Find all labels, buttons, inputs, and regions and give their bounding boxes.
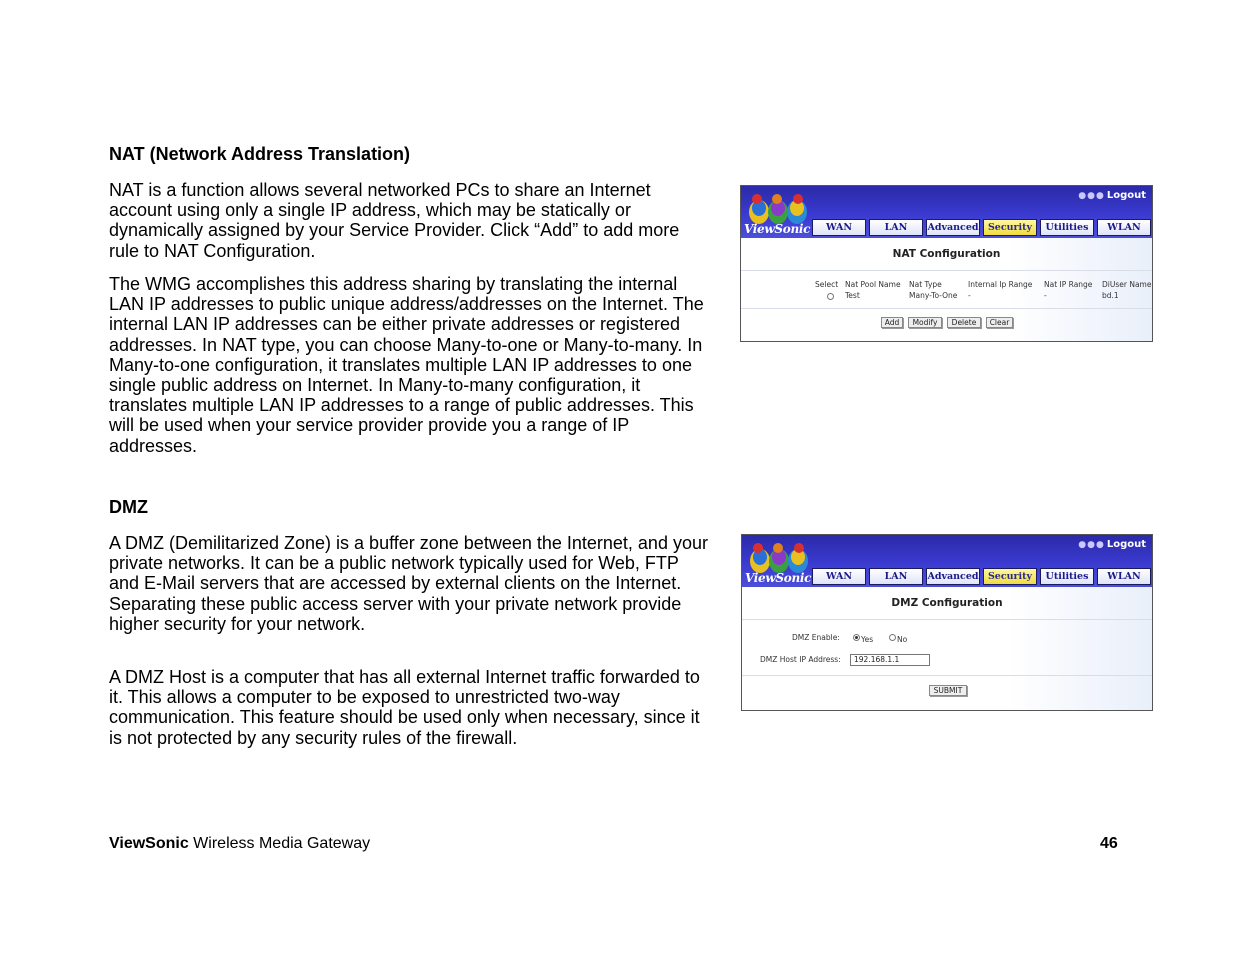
submit-button[interactable]: SUBMIT [929, 685, 967, 696]
dmz-heading: DMZ [109, 497, 148, 517]
page-number: 46 [1100, 835, 1118, 852]
dmz-content [742, 587, 1152, 710]
dmz-no-label: No [897, 635, 908, 644]
dmz-paragraph-2: A DMZ Host is a computer that has all external Internet traffic forwarded to it. This allows a computer to be exposed to unrestricted two-way communication. This feature should be used only when necessary, since it is not protected by any security rules of the firewall. [109, 667, 700, 748]
tab-advanced[interactable]: Advanced [926, 568, 980, 585]
banner [742, 535, 1152, 587]
col-nat-type: Nat Type [909, 280, 942, 289]
tab-advanced[interactable]: Advanced [926, 219, 980, 236]
tab-lan[interactable]: LAN [869, 219, 923, 236]
col-select: Select [815, 280, 839, 289]
dmz-paragraph-1: A DMZ (Demilitarized Zone) is a buffer zone between the Internet, and your private networks. It can be a public network typically used for Web, FTP and E-Mail servers that are accessed by external clients on the Internet. Separating these public access server with your private network provide higher security for your network. [109, 533, 708, 634]
dmz-yes-label: Yes [861, 635, 874, 644]
nat-content [741, 238, 1152, 341]
logout-label: Logout [1106, 190, 1146, 201]
divider [742, 619, 1152, 620]
logout-dots-icon: ●●● [1078, 540, 1105, 550]
nav-tabs [812, 568, 1151, 585]
col-internal-ip-range: Internal Ip Range [968, 280, 1033, 289]
tab-utilities[interactable]: Utilities [1040, 568, 1094, 585]
dmz-config-title: DMZ Configuration [891, 597, 1003, 609]
logout-dots-icon: ●●● [1078, 191, 1105, 201]
tab-lan[interactable]: LAN [869, 568, 923, 585]
dmz-yes-radio[interactable] [853, 634, 860, 641]
divider [741, 270, 1152, 271]
tab-security[interactable]: Security [983, 219, 1037, 236]
tab-wan[interactable]: WAN [812, 219, 866, 236]
logout-label: Logout [1106, 539, 1146, 550]
viewsonic-birds-logo-icon [746, 537, 812, 575]
dmz-host-label: DMZ Host IP Address: [760, 655, 841, 664]
tab-wan[interactable]: WAN [812, 568, 866, 585]
nat-heading: NAT (Network Address Translation) [109, 144, 411, 164]
footer-product [109, 835, 370, 853]
logout-link[interactable] [1078, 190, 1146, 201]
nat-paragraph-2: The WMG accomplishes this address sharing by translating the internal LAN IP addresses to public unique address/addresses on the Internet. The internal LAN IP addresses can be either private addresses or registered addresses. In NAT type, you can choose Many-to-one or Many-to-many. In Many-to-one configuration, it translates multiple LAN IP addresses to one single public address on Internet. In Many-to-many configuration, it translates multiple LAN IP addresses to a range of public addresses. This will be used when your service provider provide you a range of IP addresses. [109, 274, 704, 456]
nat-config-title: NAT Configuration [892, 248, 1001, 260]
logout-link[interactable] [1078, 539, 1146, 550]
viewsonic-logo-text: ViewSonic [745, 571, 812, 585]
dmz-screenshot [741, 534, 1153, 711]
cell-internal-ip: - [968, 291, 971, 300]
col-nat-pool-name: Nat Pool Name [845, 280, 901, 289]
viewsonic-birds-logo-icon [745, 188, 811, 226]
add-button[interactable]: Add [881, 317, 903, 328]
row-select-radio[interactable] [827, 293, 834, 300]
dmz-host-ip-input[interactable]: 192.168.1.1 [850, 654, 930, 666]
viewsonic-logo-text: ViewSonic [744, 222, 811, 236]
col-diuser-name: DiUser Name [1102, 280, 1152, 289]
tab-wlan[interactable]: WLAN [1097, 568, 1151, 585]
divider [742, 675, 1152, 676]
dmz-enable-label: DMZ Enable: [792, 633, 840, 642]
footer-brand: ViewSonic [109, 835, 189, 852]
nat-paragraph-1: NAT is a function allows several networked PCs to share an Internet account using only a single IP address, which may be statically or dynamically assigned by your Service Provider. Click “Add” to add more rule to NAT Configuration. [109, 180, 680, 261]
cell-nat-ip: - [1044, 291, 1047, 300]
nat-screenshot [740, 185, 1153, 342]
delete-button[interactable]: Delete [947, 317, 981, 328]
cell-diuser: bd.1 [1102, 291, 1119, 300]
modify-button[interactable]: Modify [908, 317, 942, 328]
clear-button[interactable]: Clear [986, 317, 1013, 328]
tab-utilities[interactable]: Utilities [1040, 219, 1094, 236]
dmz-no-radio[interactable] [889, 634, 896, 641]
tab-wlan[interactable]: WLAN [1097, 219, 1151, 236]
footer-product-name: Wireless Media Gateway [188, 835, 371, 852]
cell-pool-name: Test [845, 291, 860, 300]
banner [741, 186, 1152, 238]
col-nat-ip-range: Nat IP Range [1044, 280, 1093, 289]
nav-tabs [812, 219, 1151, 236]
tab-security[interactable]: Security [983, 568, 1037, 585]
divider [741, 308, 1152, 309]
cell-nat-type: Many-To-One [909, 291, 958, 300]
